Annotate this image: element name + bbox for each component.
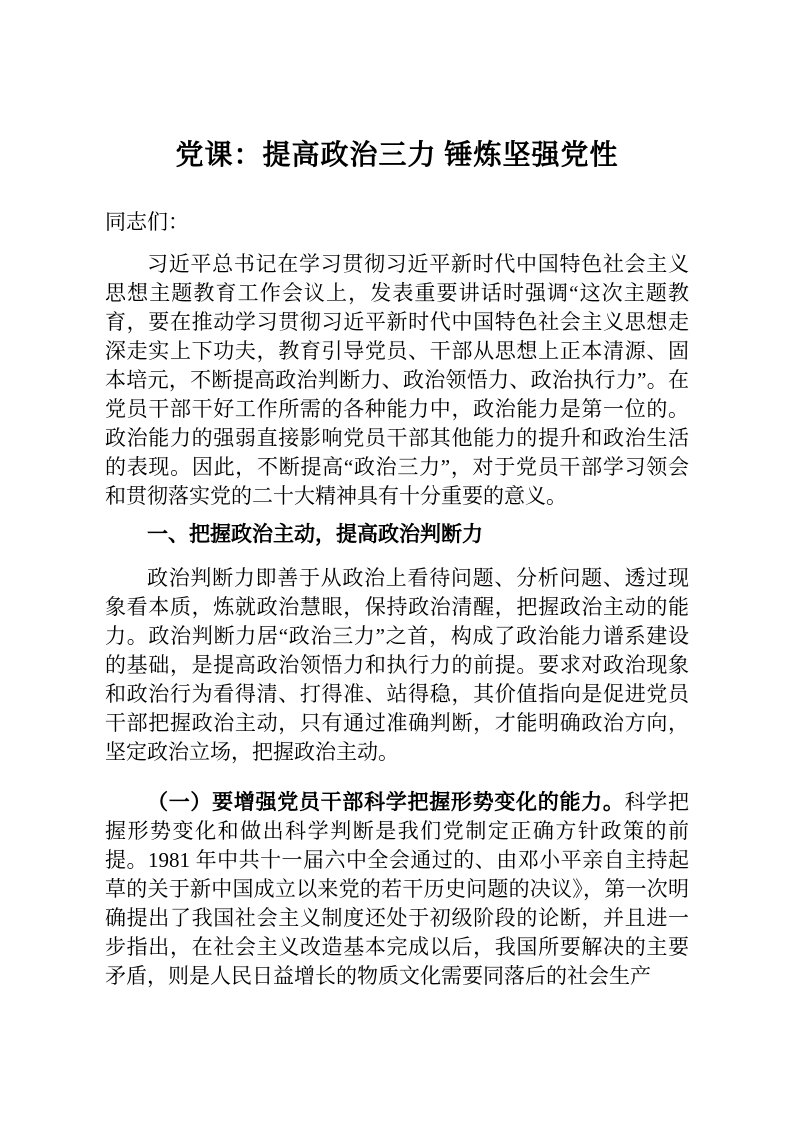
paragraph-1: 习近平总书记在学习贯彻习近平新时代中国特色社会主义思想主题教育工作会议上，发表重要讲话时强调“这次主题教育，要在推动学习贯彻习近平新时代中国特色社会主义思想走深走实上下功夫，教育引导党员、干部从思想上正本清源、固本培元，不断提高政治判断力、政治领悟力、政治执行力”。在党员干部干好工作所需的各种能力中，政治能力是第一位的。政治能力的强弱直接影响党员干部其他能力的提升和政治生活的表现。因此，不断提高“政治三力”，对于党员干部学习领会和贯彻落实党的二十大精神具有十分重要的意义。: [105, 252, 689, 508]
paragraph-3-lead: （一）要增强党员干部科学把握形势变化的能力。: [147, 790, 625, 814]
paragraph-3-text: 科学把握形势变化和做出科学判断是我们党制定正确方针政策的前提。1981 年中共十一届六中全会通过的、由邓小平亲自主持起草的关于新中国成立以来党的若干历史问题的决议》，第一次明确提出了我国社会主义制度还处于初级阶段的论断，并且进一步指出，在社会主义改造基本完成以后，我国所要解决的主要矛盾，则是人民日益增长的物质文化需要同落后的社会生产: [105, 790, 690, 988]
salutation: 同志们：: [105, 210, 189, 234]
section-heading-1: 一、把握政治主动，提高政治判断力: [147, 522, 483, 546]
paragraph-3: [105, 788, 689, 991]
paragraph-2: 政治判断力即善于从政治上看待问题、分析问题、透过现象看本质，炼就政治慧眼，保持政治清醒，把握政治主动的能力。政治判断力居“政治三力”之首，构成了政治能力谱系建设的基础，是提高政治领悟力和执行力的前提。要求对政治现象和政治行为看得清、打得准、站得稳，其价值指向是促进党员干部把握政治主动，只有通过准确判断，才能明确政治方向，坚定政治立场，把握政治主动。: [105, 566, 689, 764]
document-title: 党课：提高政治三力 锤炼坚强党性: [175, 140, 619, 171]
